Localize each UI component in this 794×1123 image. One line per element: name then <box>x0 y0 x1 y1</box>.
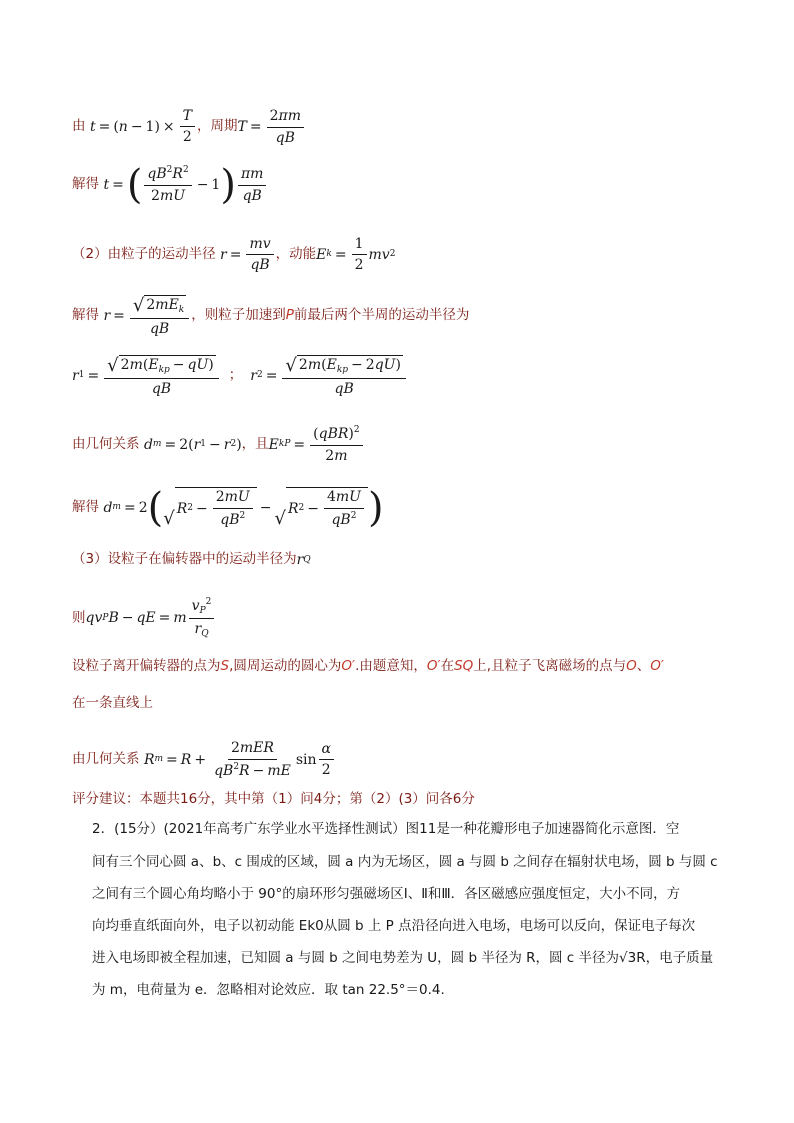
text: 解得 <box>72 176 99 193</box>
solution-line-5: r 1 = √ $2m(E_{kp} - qU)$ qB ； r 2 = √ $2m(E_{kp} - 2qU)$ qB <box>72 355 408 397</box>
solution-line-6: 由几何关系 d m = 2( r 1 − r 2 ) ，且 E kP = $\frac{(qBR)^2}{2m}$ <box>72 425 365 464</box>
text: 、 <box>636 658 651 674</box>
problem2-line-1: 2．(15分）(2021年高考广东学业水平选择性测试）图11是一种花瓣形电子加速器简化示意图．空 <box>92 821 680 837</box>
problem2-line-4: 向均垂直纸面向外，电子以初动能 Ek0从圆 b 上 P 点沿径向进入电场，电场可以反向，保证电子每次 <box>92 918 696 934</box>
solution-line-9: 则 qv P B − qE = m $\frac{v_P^2}{r_Q}$ <box>72 597 216 640</box>
text: ，则粒子加速到 <box>191 307 286 324</box>
solution-line-12: 由几何关系 R m = R + $\frac{\text{2mER}}{qB^2R - mE}$ sin $\frac{\alpha}{2}$ <box>72 740 336 779</box>
solution-line-8: （3）设粒子在偏转器中的运动半径为 r Q <box>72 551 311 568</box>
text: O′ <box>341 658 356 674</box>
text: 前最后两个半周的运动半径为 <box>293 307 470 324</box>
text: 上,且粒子飞离磁场的点与 <box>473 658 627 674</box>
solution-line-1: 由 t = ( n − 1) × $\frac{T}{2}$ ，周期 T = $\frac{2\pi m}{qB}$ <box>72 108 306 146</box>
text: 在 <box>440 658 455 674</box>
problem2-line-5: 进入电场即被全程加速，已知圆 a 与圆 b 之间电势差为 U，圆 b 半径为 R，圆 c 半径为√3R，电子质量 <box>92 950 714 966</box>
text: 由 <box>72 118 86 135</box>
solution-line-10 <box>72 660 664 674</box>
text: ，周期 <box>197 118 238 135</box>
solution-line-3: （2）由粒子的运动半径 r = $\frac{mv}{qB}$ ，动能 E k = $\frac{1}{2}$ mv 2 <box>72 236 396 274</box>
score-suggestion <box>72 793 475 807</box>
problem2-line-2: 间有三个同心圆 a、b、c 围成的区域，圆 a 内为无场区，圆 a 与圆 b 之间存在辐射状电场，圆 b 与圆 c <box>92 854 718 870</box>
text: P <box>285 307 294 324</box>
solution-line-4: 解得 r = √ $2mE_k$ qB ，则粒子加速到 P 前最后两个半周的运动半径为 <box>72 295 470 337</box>
problem2-line-6: 为 m，电荷量为 e．忽略相对论效应．取 tan 22.5°＝0.4. <box>92 982 445 998</box>
text: SQ <box>454 658 474 674</box>
problem2-line-3: 之间有三个圆心角均略小于 90°的扇环形匀强磁场区Ⅰ、Ⅱ和Ⅲ．各区磁感应强度恒定，大小不同，方 <box>92 886 681 902</box>
text: 在一条直线上 <box>72 695 153 711</box>
text: 设粒子离开偏转器的点为 <box>72 658 221 674</box>
solution-line-11 <box>72 697 153 711</box>
text: S <box>220 658 230 674</box>
text: ； <box>228 367 243 384</box>
text: ,圆周运动的圆心为 <box>229 658 342 674</box>
solution-line-2: 解得 t = ( $\frac{qB^2R^2}{2mU}$ − 1 ) $\frac{\pi m}{qB}$ <box>72 165 268 205</box>
text: （2）由粒子的运动半径 <box>72 245 216 262</box>
text: （3）设粒子在偏转器中的运动半径为 <box>72 551 297 568</box>
text: 评分建议：本题共16分，其中第（1）问4分；第（2）(3）问各6分 <box>72 791 475 807</box>
text: O <box>626 658 637 674</box>
text: ，且 <box>241 435 269 452</box>
text: O′ <box>426 658 441 674</box>
solution-line-7: 解得 d m = 2 ( √ R 2 − $\frac{2mU}{qB^2}$ − √ R 2 − $\frac{4mU}{qB^2}$ ) <box>72 484 384 531</box>
text: 解得 <box>72 498 99 515</box>
text: O′ <box>650 658 664 674</box>
text: .由题意知， <box>355 658 427 674</box>
text: 由几何关系 <box>72 435 140 452</box>
text: 由几何关系 <box>72 750 140 767</box>
text: 解得 <box>72 307 99 324</box>
text: ，动能 <box>275 245 317 262</box>
text: 则 <box>72 609 86 626</box>
